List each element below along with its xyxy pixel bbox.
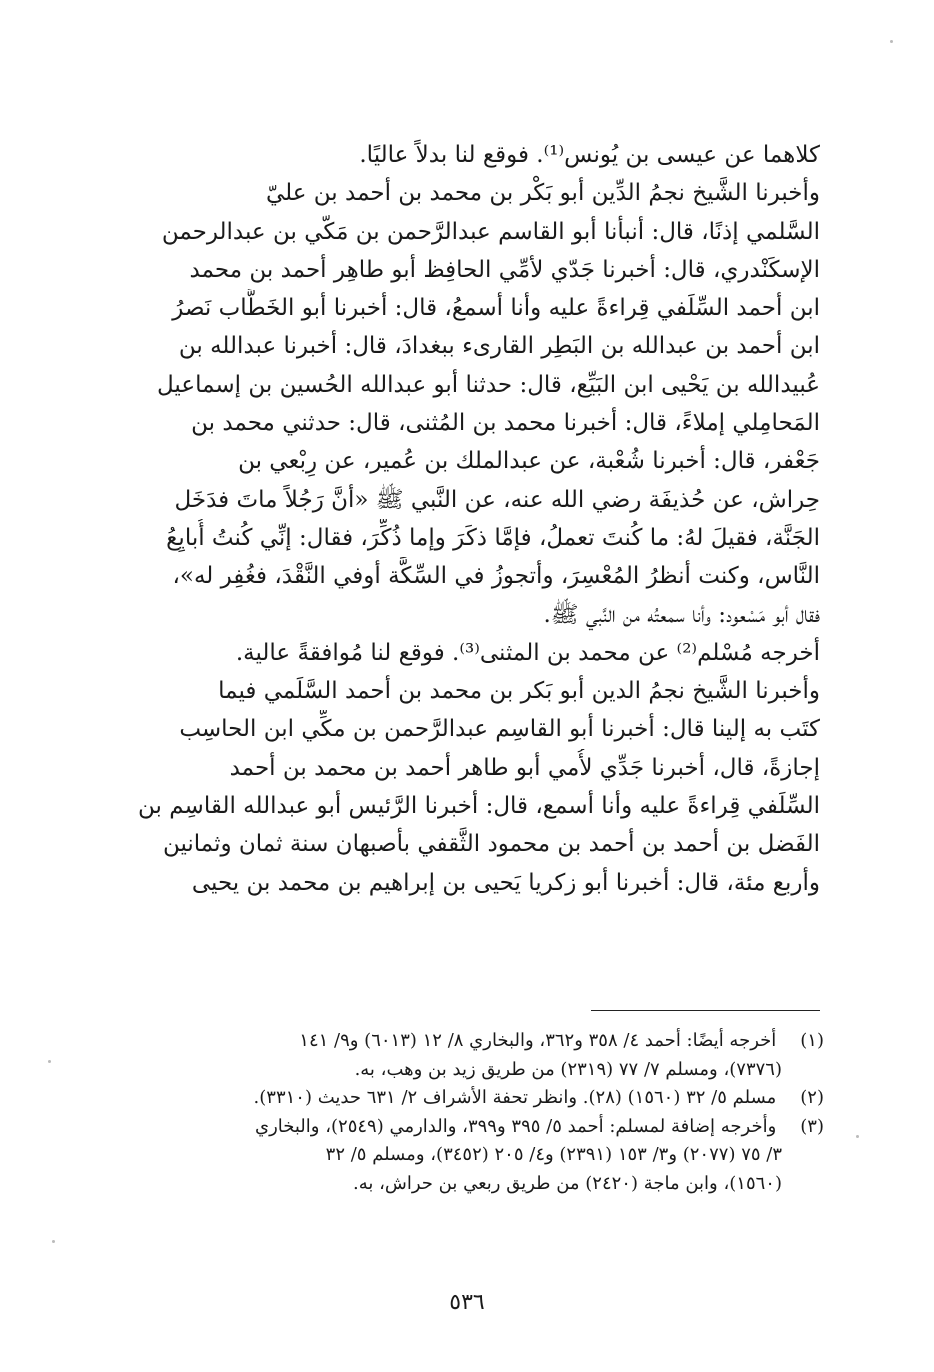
footnote-number: (١) (800, 1030, 824, 1051)
page-number: ٥٣٦ (449, 1290, 485, 1315)
text-line: السَّلمي إذنًا، قال: أنبأنا أبو القاسم عبدالرَّحمن بن مَكّي بن عبدالرحمن (161, 218, 820, 245)
footnote-text: وأخرجه إضافة لمسلم: أحمد ٥/ ٣٩٥ و٣٩٩، والدارمي (٢٥٤٩)، والبخاري (254, 1115, 777, 1137)
text-line: ابن أحمد بن عبدالله بن البَطِر القارىء ببغدادَ، قال: أخبرنا عبدالله بن (178, 333, 820, 360)
text-line: فقال أبو مَسْعود: وأنا سمعتُه من النَّبي ﷺ. (543, 601, 820, 628)
footnote-number: (٢) (800, 1087, 824, 1109)
footnote-number: (٣) (800, 1115, 824, 1137)
text-line: إجازةً، قال، أخبرنا جَدِّي لأُمي أبو طاهر أحمد بن محمد بن أحمد (229, 754, 820, 781)
footnote-text: أخرجه أيضًا: أحمد ٤/ ٣٥٨ و٣٦٢، والبخاري ٨/ ١٢ (٦٠١٣) و٩/ ١٤١ (299, 1030, 777, 1051)
scan-speck (48, 1060, 51, 1063)
text-line: كتَب به إلينا قال: أخبرنا أبو القاسِم عبدالرَّحمن بن مكِّي ابن الحاسِب (179, 716, 820, 743)
text-line: وأخبرنا الشَّيخ نجمُ الدين أبو بَكر بن محمد بن أحمد السَّلَمي فيما (218, 678, 820, 705)
footnote-2 (104, 1084, 824, 1113)
main-text (104, 136, 820, 902)
text-line: النَّاس، وكنت أنظرُ المُعْسِرَ، وأتجوزُ في السِّكَّة أوفي النَّقْدَ، فغُفِر له»، (172, 563, 820, 590)
scan-speck (856, 1135, 859, 1138)
text-line: عُبيدالله بن يَحْيى ابن البَيِّع، قال: حدثنا أبو عبدالله الحُسين بن إسماعيل (157, 371, 820, 398)
text-line: كلاهما عن عيسى بن يُونس⁽¹⁾. فوقع لنا بدلاً عاليًا. (359, 142, 820, 168)
footnote-3 (104, 1113, 824, 1142)
text-line: الجَنَّة، فقيلَ لهُ: ما كُنتَ تعملُ، فإمَّا ذكَرَ وإما ذُكِّرَ، فقال: إنِّي كُنتُ أُبايِعُ (166, 524, 820, 551)
footnote-text: مسلم ٥/ ٣٢ (١٥٦٠) (٢٨). وانظر تحفة الأشراف ٢/ ٦٣١ حديث (٣٣١٠). (253, 1087, 777, 1109)
footnote-divider (591, 1010, 820, 1011)
text-line: وأخبرنا الشَّيخ نجمُ الدِّين أبو بَكْر بن محمد بن أحمد بن عليّ (265, 180, 820, 207)
footnotes (104, 1027, 824, 1199)
text-line: أخرجه مُسْلم⁽²⁾ عن محمد بن المثنى⁽³⁾. فوقع لنا مُوافقةً عالية. (235, 639, 820, 666)
text-line: وأربع مئة، قال: أخبرنا أبو زكريا يَحيى بن إبراهيم بن محمد بن يحيى (191, 869, 820, 896)
footnote-text: ٣/ ٧٥ (٢٠٧٧) و٣/ ١٥٣ (٢٣٩١) و٤/ ٢٠٥ (٣٤٥٢)، ومسلم ٥/ ٣٢ (325, 1144, 782, 1166)
footnote-text: (١٥٦٠)، وابن ماجة (٢٤٢٠) من طريق ربعي بن حراش، به. (352, 1172, 782, 1194)
footnote-1 (104, 1027, 824, 1056)
footnote-text: (٧٣٧٦)، ومسلم ٧/ ٧٧ (٢٣١٩) من طريق زيد بن وهب، به. (354, 1058, 782, 1080)
text-line: الفَضل بن أحمد بن أحمد بن محمود الثَّقفي بأصبهان سنة ثمان وثمانين (162, 831, 820, 858)
text-line: المَحامِلي إملاءً، قال: أخبرنا محمد بن المُثنى، قال: حدثني محمد بن (191, 410, 820, 437)
text-line: جَعْفر، قال: أخبرنا شُعْبة، عن عبدالملك بن عُمير، عن رِبْعي بن (238, 448, 820, 475)
scan-speck (890, 40, 893, 43)
text-line: ابن أحمد السِّلَفي قِراءةً عليه وأنا أسمعُ، قال: أخبرنا أبو الخَطَّاب نَصرُ (172, 295, 820, 322)
text-line: الإسكَنْدري، قال: أخبرنا جَدّي لأمِّي الحافِظ أبو طاهِر أحمد بن محمد (189, 256, 820, 283)
scan-speck (52, 1240, 55, 1243)
text-line: حِراش، عن حُذيفَة رضي الله عنه، عن النَّبي ﷺ «أنَّ رَجُلاً ماتَ فدَخَل (174, 486, 820, 513)
text-line: السِّلَفي قِراءةً عليه وأنا أسمع، قال: أخبرنا الرَّئيس أبو عبدالله القاسِم بن (138, 793, 820, 820)
